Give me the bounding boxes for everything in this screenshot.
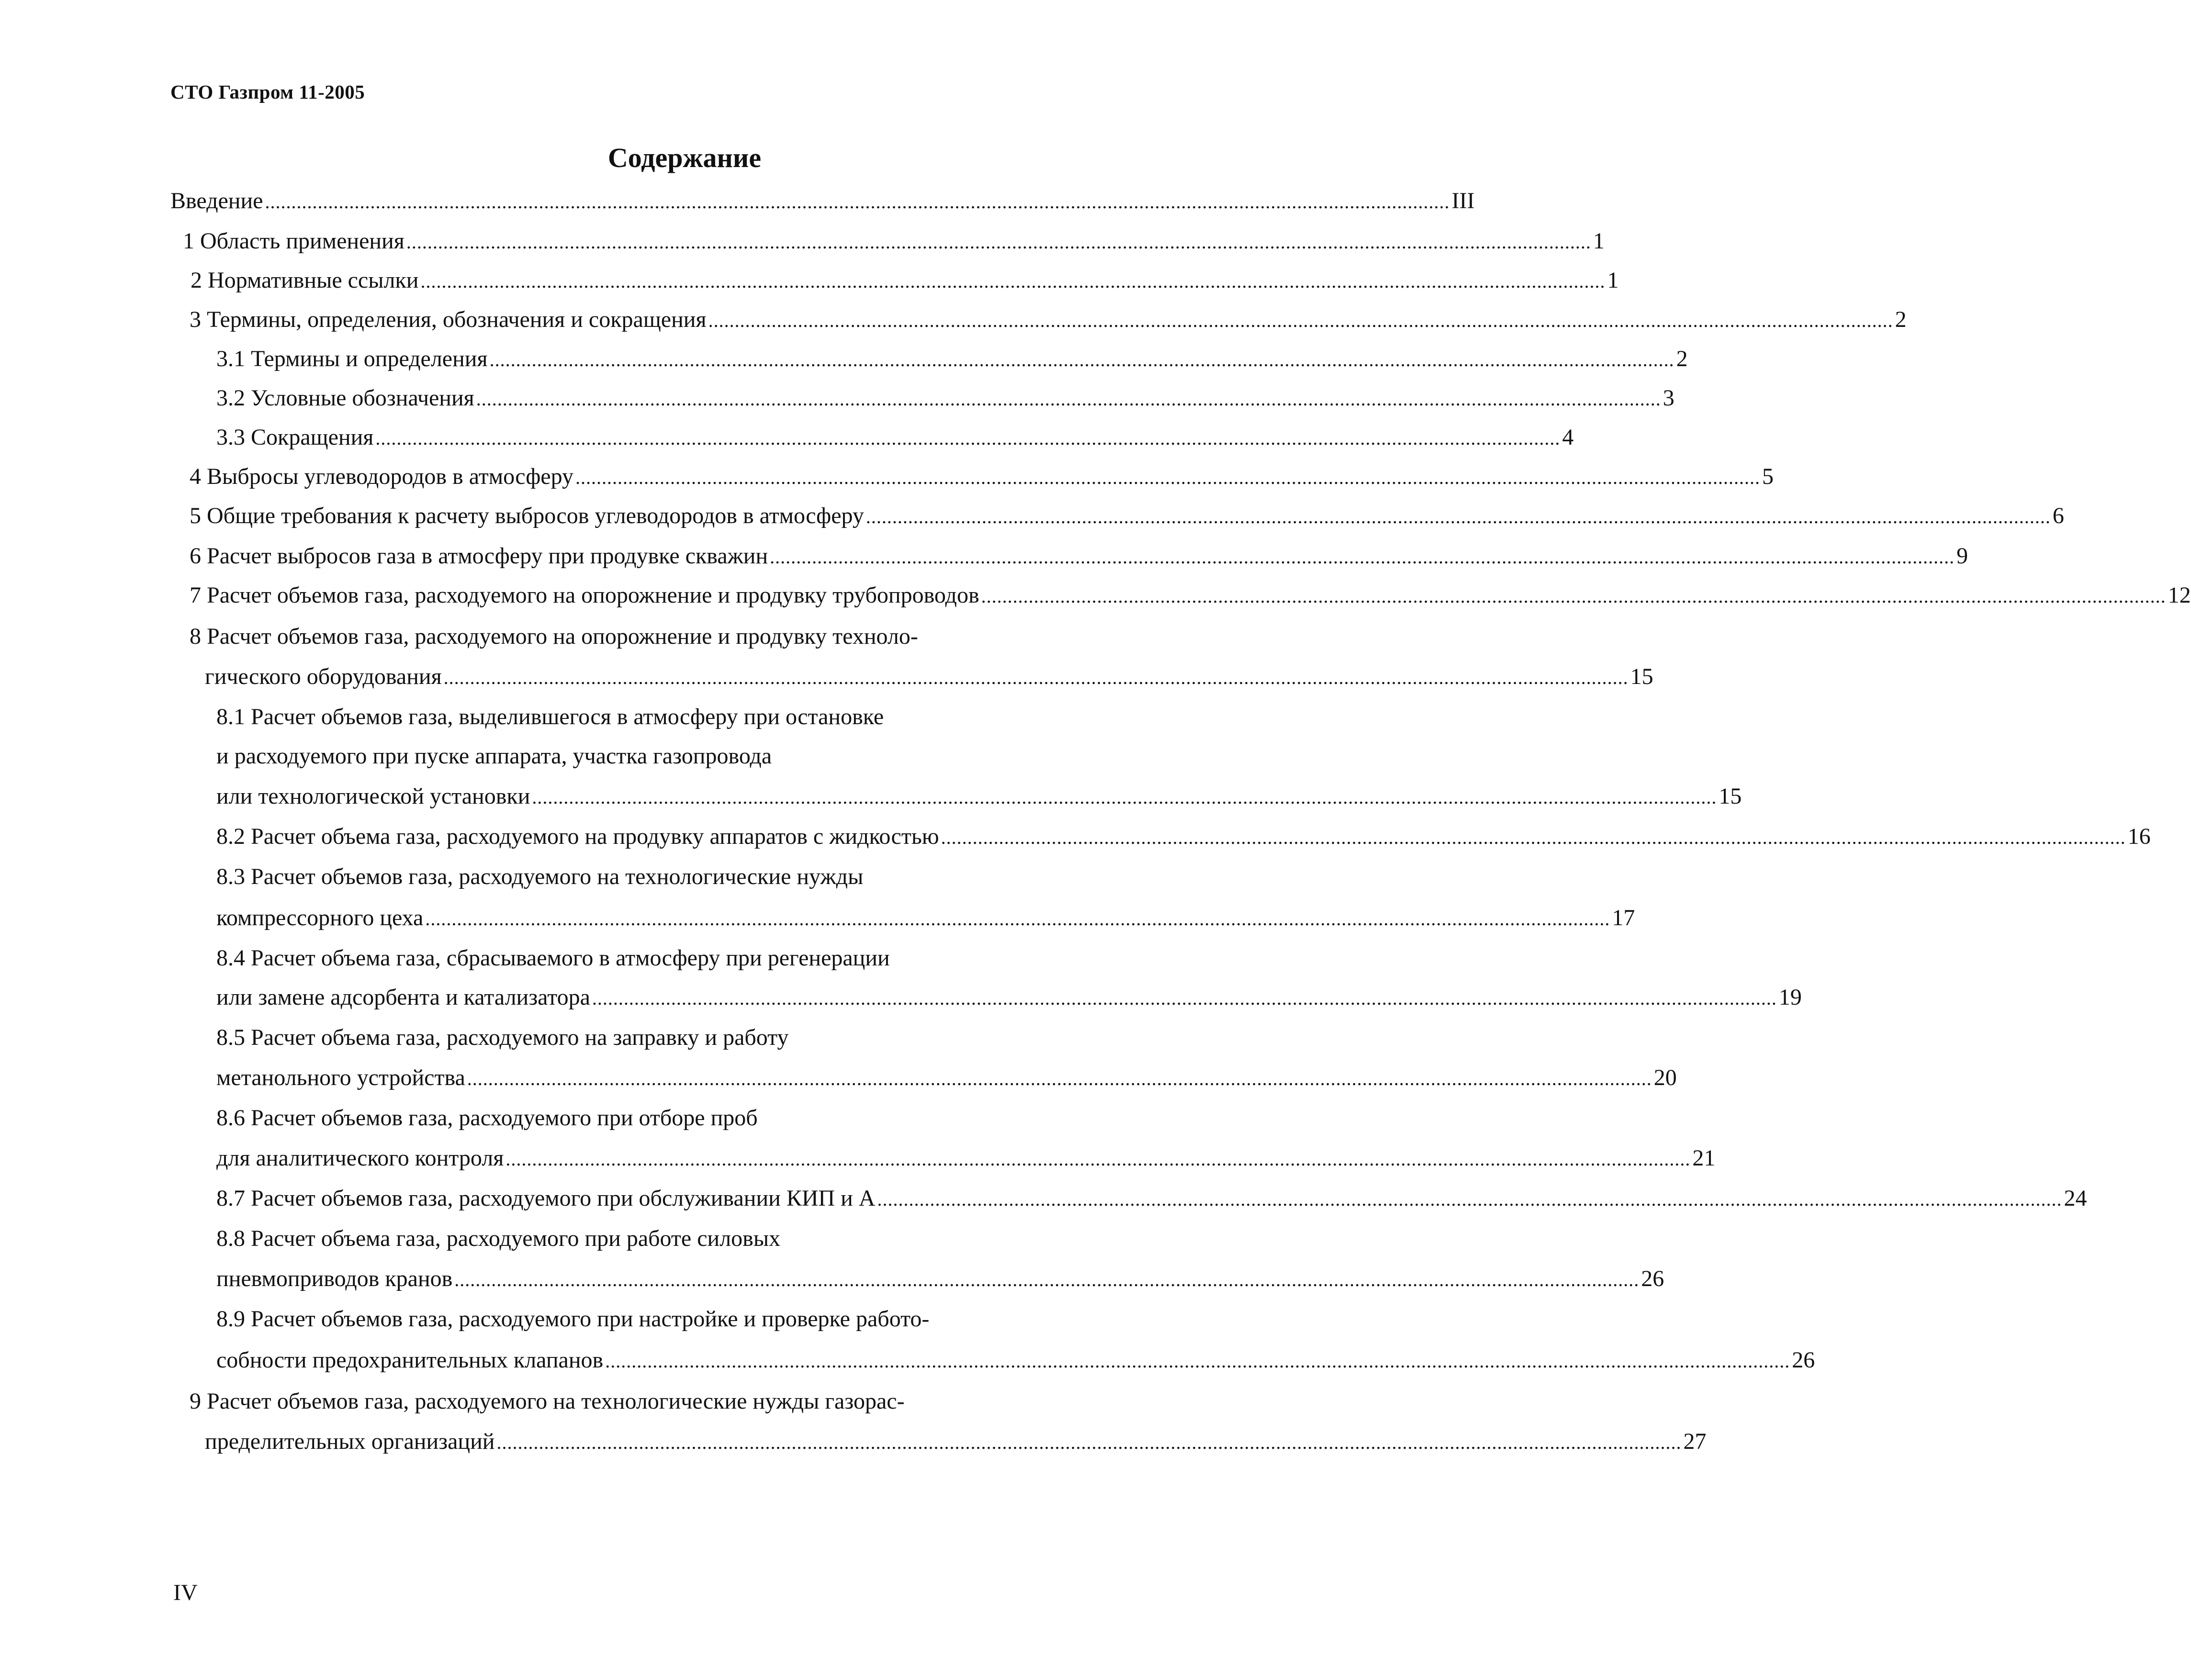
toc-entry-label: 3 Термины, определения, обозначения и сокращения — [190, 307, 707, 332]
toc-entry-label: 8.2 Расчет объема газа, расходуемого на продувку аппаратов с жидкостью — [216, 824, 939, 849]
toc-entry-label: 1 Область применения — [183, 228, 404, 254]
toc-entry — [205, 662, 1653, 692]
toc-entry-label: 3.1 Термины и определения — [216, 346, 488, 371]
toc-leader: ................................................................................................................................................................................................................................. — [420, 270, 1606, 292]
toc-entry-label: 7 Расчет объемов газа, расходуемого на опорожнение и продувку трубопроводов — [190, 582, 979, 608]
toc-entry-line: 8.6 Расчет объемов газа, расходуемого при отборе проб — [216, 1105, 758, 1131]
toc-entry-label: собности предохранительных клапанов — [216, 1347, 604, 1373]
toc-entry — [216, 782, 1742, 812]
toc-page-number: 1 — [1593, 228, 1605, 254]
toc-leader: ................................................................................................................................................................................................................................. — [708, 310, 1893, 331]
toc-entry-label: пневмоприводов кранов — [216, 1266, 453, 1291]
toc-entry — [170, 187, 1475, 216]
toc-page-number: 26 — [1641, 1266, 1664, 1291]
toc-leader: ................................................................................................................................................................................................................................. — [375, 427, 1561, 449]
toc-page-number: 17 — [1612, 905, 1635, 930]
toc-page-number: 3 — [1663, 385, 1674, 411]
toc-page-number: 15 — [1630, 664, 1653, 689]
toc-entry-label: гического оборудования — [205, 664, 442, 689]
toc-leader: ................................................................................................................................................................................................................................. — [941, 827, 2126, 848]
toc-entry — [183, 227, 1605, 257]
toc-page-number: 1 — [1607, 268, 1619, 293]
toc-entry-label: 5 Общие требования к расчету выбросов углеводородов в атмосферу — [190, 503, 864, 528]
toc-entry — [216, 822, 2151, 852]
toc-entry-line: 8.8 Расчет объема газа, расходуемого при работе силовых — [216, 1226, 781, 1251]
toc-entry-label: Введение — [170, 188, 263, 213]
toc-entry-label: компрессорного цеха — [216, 905, 424, 930]
toc-page-number: 19 — [1778, 985, 1802, 1010]
toc-leader: ................................................................................................................................................................................................................................. — [489, 349, 1674, 370]
toc-page-number: 4 — [1562, 425, 1574, 450]
toc-entry — [190, 581, 2191, 611]
toc-entry-label: для аналитического контроля — [216, 1145, 504, 1171]
toc-entry-line: 8.3 Расчет объемов газа, расходуемого на технологические нужды — [216, 864, 864, 889]
toc-page-number: 6 — [2052, 503, 2064, 528]
toc-entry-line: 8.4 Расчет объема газа, сбрасываемого в атмосферу при регенерации — [216, 945, 890, 971]
toc-entry-label: или замене адсорбента и катализатора — [216, 985, 590, 1010]
toc-entry-line: 8.1 Расчет объемов газа, выделившегося в атмосферу при остановке — [216, 704, 884, 729]
toc-page-number: 5 — [1762, 464, 1774, 489]
toc-page-number: 9 — [1956, 543, 1968, 569]
toc-leader: ................................................................................................................................................................................................................................. — [981, 585, 2166, 607]
toc-entry-line: 8 Расчет объемов газа, расходуемого на опорожнение и продувку техноло- — [190, 624, 918, 649]
toc-leader: ................................................................................................................................................................................................................................. — [575, 467, 1760, 488]
toc-entry-line: 8.5 Расчет объема газа, расходуемого на заправку и работу — [216, 1025, 789, 1050]
toc-entry-label: 2 Нормативные ссылки — [191, 268, 419, 293]
toc-leader: ................................................................................................................................................................................................................................. — [406, 231, 1591, 253]
toc-leader: ................................................................................................................................................................................................................................. — [592, 987, 1777, 1009]
toc-entry — [216, 345, 1688, 374]
toc-leader: ................................................................................................................................................................................................................................. — [467, 1068, 1652, 1089]
toc-entry — [190, 462, 1774, 492]
toc-leader: ................................................................................................................................................................................................................................. — [443, 667, 1629, 688]
toc-entry — [216, 384, 1674, 414]
page-title: Содержание — [607, 142, 762, 173]
toc-page-number: 20 — [1653, 1065, 1677, 1090]
toc-leader: ................................................................................................................................................................................................................................. — [496, 1432, 1682, 1453]
toc-page-number: 27 — [1683, 1429, 1707, 1454]
toc-entry-label: 4 Выбросы углеводородов в атмосферу — [190, 464, 573, 489]
toc-entry — [190, 305, 1907, 335]
toc-entry — [216, 1144, 1716, 1174]
toc-page-number: 12 — [2168, 582, 2191, 608]
toc-page-number: 21 — [1692, 1145, 1716, 1171]
toc-entry-label: метанольного устройства — [216, 1065, 465, 1090]
toc-entry-label: 3.2 Условные обозначения — [216, 385, 474, 411]
page-number-footer: IV — [173, 1580, 198, 1605]
toc-leader: ................................................................................................................................................................................................................................. — [506, 1148, 1691, 1170]
toc-leader: ................................................................................................................................................................................................................................. — [770, 546, 1955, 568]
toc-entry — [205, 1427, 1707, 1457]
toc-leader: ................................................................................................................................................................................................................................. — [454, 1269, 1640, 1290]
toc-entry — [191, 266, 1619, 296]
toc-leader: ................................................................................................................................................................................................................................. — [265, 191, 1450, 213]
toc-leader: ................................................................................................................................................................................................................................. — [877, 1188, 2062, 1210]
toc-entry — [216, 904, 1635, 933]
toc-page-number: 2 — [1895, 307, 1907, 332]
toc-leader: ................................................................................................................................................................................................................................. — [425, 908, 1610, 930]
toc-entry — [190, 542, 1968, 571]
toc-entry-label: или технологической установки — [216, 784, 530, 809]
toc-page-number: 15 — [1719, 784, 1742, 809]
toc-entry — [216, 1265, 1664, 1294]
toc-entry-line: 8.9 Расчет объемов газа, расходуемого при настройке и проверке работо- — [216, 1306, 930, 1332]
document-header: СТО Газпром 11-2005 — [170, 81, 365, 103]
toc-leader: ................................................................................................................................................................................................................................. — [605, 1350, 1790, 1372]
toc-entry — [216, 423, 1574, 453]
toc-page-number: III — [1451, 188, 1475, 213]
toc-entry — [216, 983, 1802, 1013]
toc-entry-line: и расходуемого при пуске аппарата, участка газопровода — [216, 743, 772, 769]
toc-entry-label: 3.3 Сокращения — [216, 425, 374, 450]
toc-entry — [216, 1184, 2087, 1214]
toc-entry — [190, 502, 2064, 531]
toc-leader: ................................................................................................................................................................................................................................. — [532, 786, 1717, 808]
toc-page-number: 26 — [1792, 1347, 1815, 1373]
toc-page-number: 24 — [2064, 1186, 2087, 1211]
toc-entry-line: 9 Расчет объемов газа, расходуемого на технологические нужды газорас- — [190, 1389, 905, 1414]
toc-entry-label: 8.7 Расчет объемов газа, расходуемого при обслуживании КИП и А — [216, 1186, 876, 1211]
toc-leader: ................................................................................................................................................................................................................................. — [476, 388, 1661, 410]
toc-entry — [216, 1064, 1677, 1093]
toc-entry — [216, 1346, 1815, 1376]
toc-page-number: 16 — [2127, 824, 2151, 849]
toc-entry-label: 6 Расчет выбросов газа в атмосферу при продувке скважин — [190, 543, 768, 569]
toc-leader: ................................................................................................................................................................................................................................. — [865, 506, 2051, 527]
toc-entry-label: пределительных организаций — [205, 1429, 495, 1454]
toc-page-number: 2 — [1676, 346, 1688, 371]
